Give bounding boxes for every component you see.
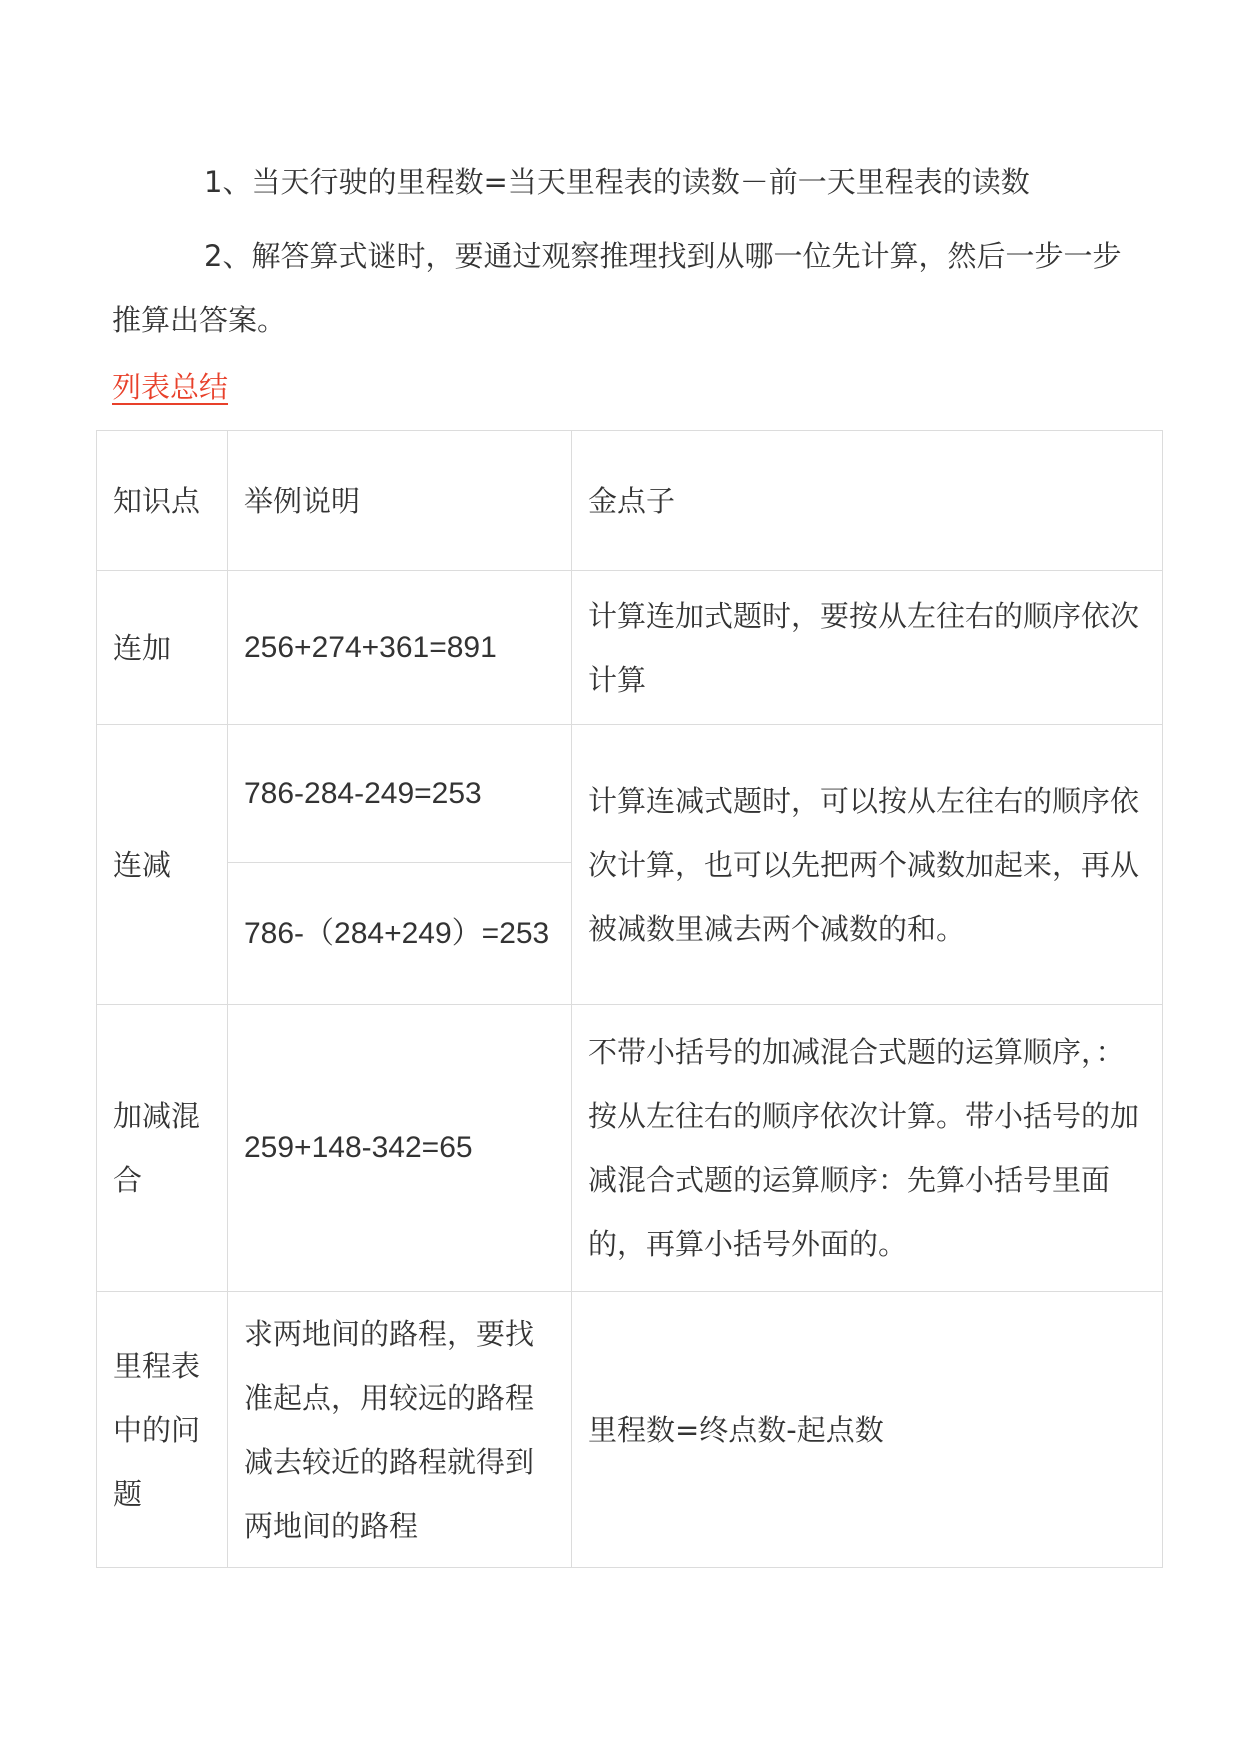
intro-paragraph-2-text: 2、解答算式谜时，要通过观察推理找到从哪一位先计算，然后一步一步推算出答案。: [112, 239, 1122, 337]
tip-cell: 不带小括号的加减混合式题的运算顺序，：按从左往右的顺序依次计算。带小括号的加减混合式题的运算顺序：先算小括号里面的，再算小括号外面的。: [572, 1005, 1163, 1292]
header-cell-tip: 金点子: [572, 431, 1163, 571]
topic-cell: 加减混合: [97, 1005, 228, 1292]
summary-table: [96, 430, 1163, 1568]
tip-cell: 计算连加式题时，要按从左往右的顺序依次计算: [572, 571, 1163, 725]
tip-cell: 里程数=终点数-起点数: [572, 1292, 1163, 1568]
topic-cell: 里程表中的问题: [97, 1292, 228, 1568]
intro-paragraph-1: [112, 150, 1122, 214]
header-cell-example: 举例说明: [228, 431, 572, 571]
table-row: [97, 725, 1163, 863]
table-row: [97, 1005, 1163, 1292]
example-cell: 求两地间的路程，要找准起点，用较远的路程减去较近的路程就得到两地间的路程: [228, 1292, 572, 1568]
intro-paragraph-1-text: 1、当天行驶的里程数=当天里程表的读数－前一天里程表的读数: [204, 165, 1030, 199]
intro-paragraph-2: [112, 224, 1122, 352]
section-title[interactable]: 列表总结: [112, 370, 229, 404]
example-cell: 786-（284+249）=253: [228, 863, 572, 1005]
header-cell-topic: 知识点: [97, 431, 228, 571]
example-cell: 259+148-342=65: [228, 1005, 572, 1292]
table-row: [97, 1292, 1163, 1568]
table-row: [97, 571, 1163, 725]
topic-cell: 连加: [97, 571, 228, 725]
topic-cell: 连减: [97, 725, 228, 1005]
tip-cell: 计算连减式题时，可以按从左往右的顺序依次计算，也可以先把两个减数加起来，再从被减数里减去两个减数的和。: [572, 725, 1163, 1005]
table-header-row: [97, 431, 1163, 571]
example-cell: 256+274+361=891: [228, 571, 572, 725]
example-cell: 786-284-249=253: [228, 725, 572, 863]
